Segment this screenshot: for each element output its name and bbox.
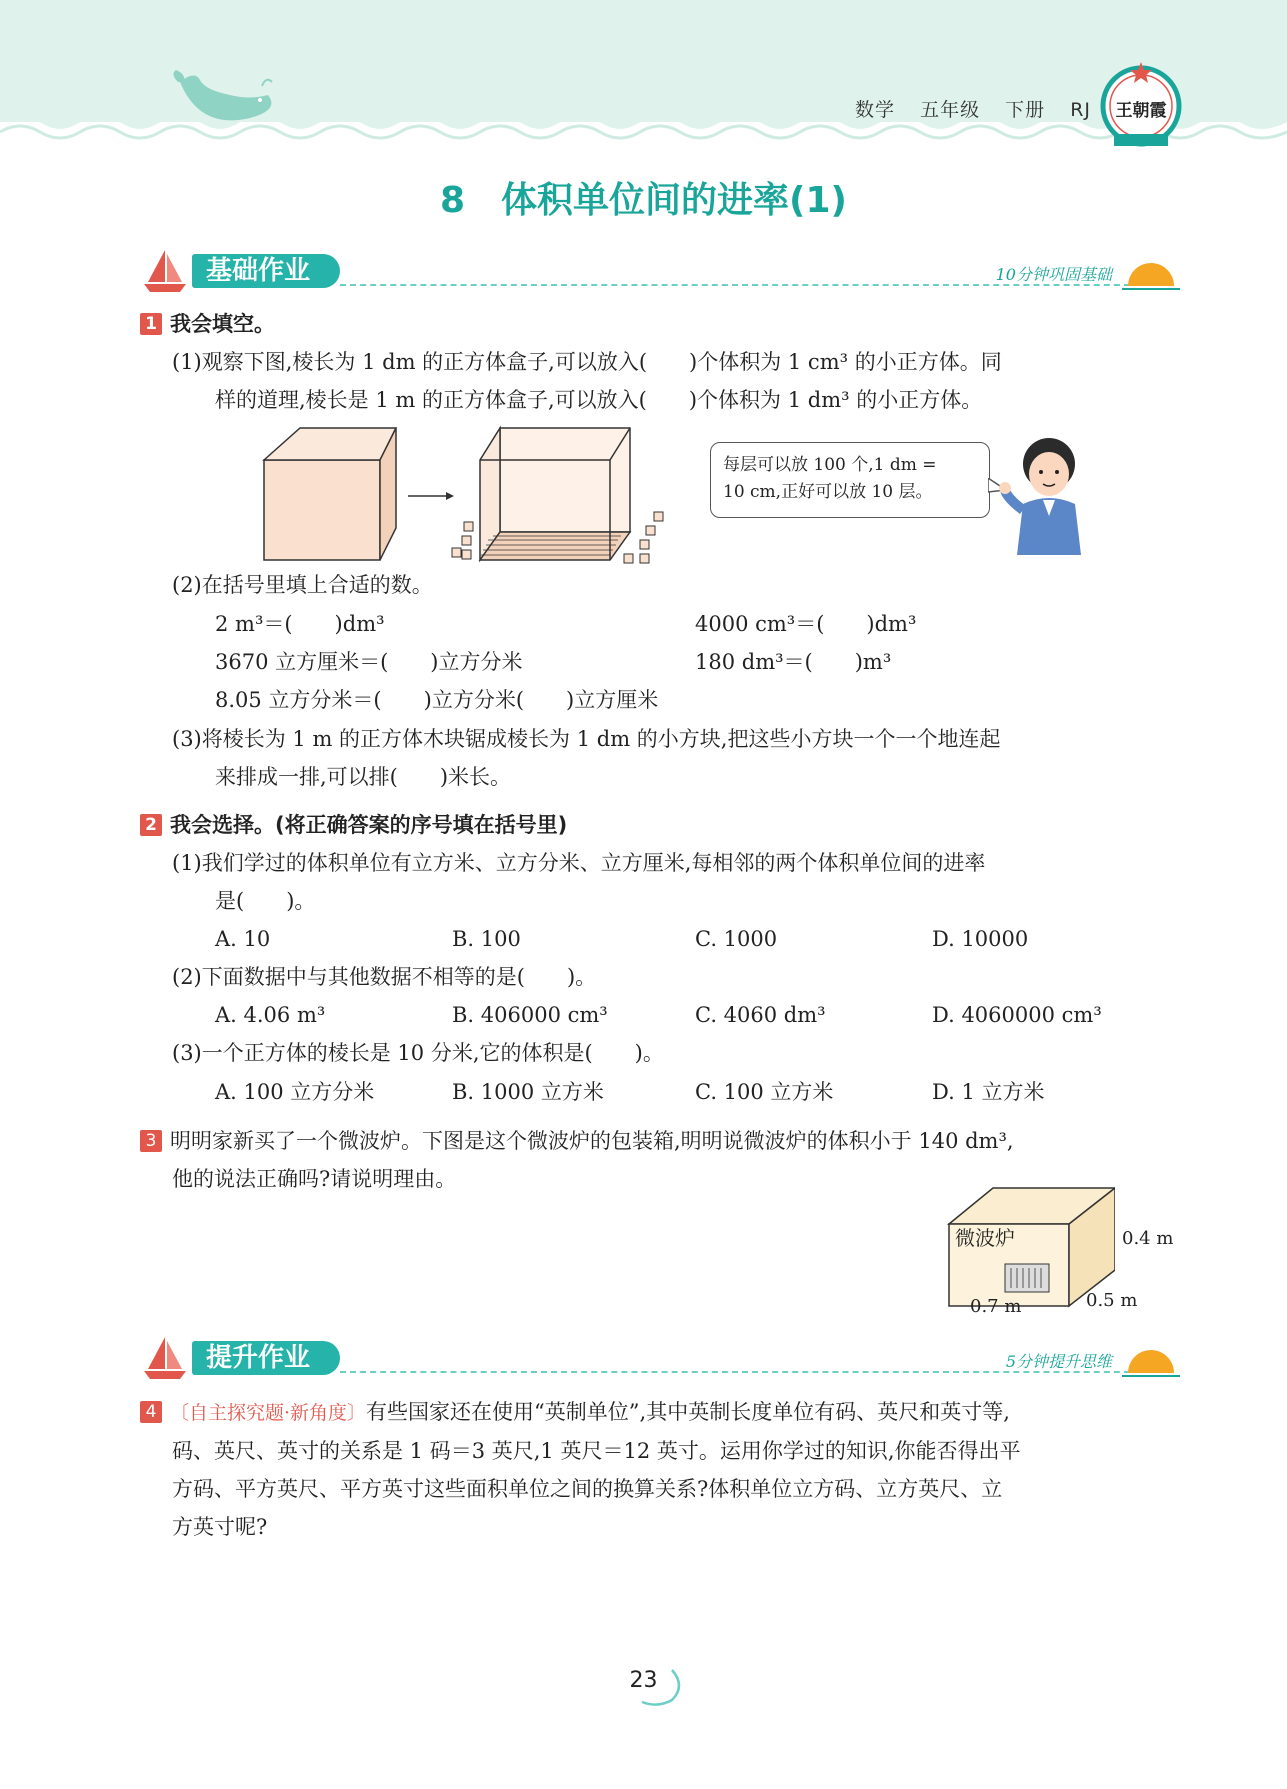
fill-item-1: 2 m³＝( )dm³ — [215, 612, 385, 636]
question-4-line2: 码、英尺、英寸的关系是 1 码＝3 英尺,1 英尺＝12 英寸。运用你学过的知识,你能否得出平 — [172, 1439, 1021, 1463]
question-3-line1 — [140, 1122, 1014, 1160]
question-2-heading — [140, 806, 567, 844]
box-label: 微波炉 — [955, 1226, 1015, 1250]
q2-sub1-line2: 是( )。 — [215, 889, 316, 913]
open-cube-with-small-cubes — [452, 428, 663, 563]
q2-sub1-option-c: C. 1000 — [695, 927, 778, 951]
question-number: 3 — [140, 1130, 162, 1152]
question-1-heading — [140, 305, 275, 343]
subject-label: 数学 — [855, 99, 896, 121]
section-label-advanced: 提升作业 — [192, 1341, 340, 1375]
question-3-text-1: 明明家新买了一个微波炉。下图是这个微波炉的包装箱,明明说微波炉的体积小于 140 dm³, — [170, 1129, 1014, 1153]
header-wave-background — [0, 0, 1287, 160]
question-4-line4: 方英寸呢? — [172, 1515, 268, 1539]
section-note-advanced: 5分钟提升思维 — [1005, 1352, 1112, 1371]
question-number: 1 — [140, 313, 162, 335]
page-header — [0, 0, 1287, 160]
q2-sub2: (2)下面数据中与其他数据不相等的是( )。 — [172, 965, 597, 989]
q2-sub3-option-a: A. 100 立方分米 — [215, 1080, 375, 1104]
q1-part1-line2: 样的道理,棱长是 1 m 的正方体盒子,可以放入( )个体积为 1 dm³ 的小正方体。 — [215, 388, 983, 412]
cube-figure — [250, 420, 690, 570]
dimension-length: 0.7 m — [970, 1296, 1022, 1317]
q2-sub1-option-d: D. 10000 — [932, 927, 1029, 951]
grade-label: 五年级 — [920, 99, 981, 121]
q2-sub3: (3)一个正方体的棱长是 10 分米,它的体积是( )。 — [172, 1041, 664, 1065]
boy-illustration — [995, 430, 1095, 560]
section-basic — [140, 246, 1180, 300]
q2-sub1-line1: (1)我们学过的体积单位有立方米、立方分米、立方厘米,每相邻的两个体积单位间的进率 — [172, 851, 986, 875]
fill-item-3: 3670 立方厘米＝( )立方分米 — [215, 650, 523, 674]
header-info — [837, 95, 1091, 122]
dimension-width: 0.5 m — [1086, 1290, 1138, 1311]
q2-sub2-option-a: A. 4.06 m³ — [215, 1003, 326, 1027]
page-number: 23 — [629, 1668, 658, 1693]
q2-sub1-option-a: A. 10 — [215, 927, 271, 951]
question-number: 4 — [140, 1401, 162, 1423]
section-note-basic: 10分钟巩固基础 — [995, 265, 1112, 284]
edition-label: RJ — [1070, 99, 1091, 121]
fill-item-2: 4000 cm³＝( )dm³ — [695, 612, 917, 636]
q2-sub3-option-d: D. 1 立方米 — [932, 1080, 1045, 1104]
sun-icon — [1122, 256, 1180, 292]
question-2-title: 我会选择。(将正确答案的序号填在括号里) — [170, 813, 568, 837]
speech-line-2: 10 cm,正好可以放 10 层。 — [723, 482, 933, 502]
question-number: 2 — [140, 814, 162, 836]
question-4-line3: 方码、平方英尺、平方英寸这些面积单位之间的换算关系?体积单位立方码、立方英尺、立 — [172, 1477, 1003, 1501]
volume-label: 下册 — [1005, 99, 1046, 121]
q2-sub3-option-b: B. 1000 立方米 — [452, 1080, 604, 1104]
dimension-height: 0.4 m — [1122, 1228, 1174, 1249]
q2-sub1-option-b: B. 100 — [452, 927, 521, 951]
logo-text: 王朝霞 — [1115, 101, 1167, 121]
speech-line-1: 每层可以放 100 个,1 dm = — [723, 455, 937, 475]
page-title: 8 体积单位间的进率(1) — [439, 180, 847, 221]
arrow-icon — [408, 492, 454, 500]
question-1-title: 我会填空。 — [170, 312, 275, 336]
section-advanced — [140, 1333, 1180, 1387]
page-number-swirl — [628, 1664, 688, 1708]
sailboat-icon — [140, 1333, 190, 1383]
sun-icon — [1122, 1343, 1180, 1379]
q2-sub2-option-c: C. 4060 dm³ — [695, 1003, 826, 1027]
question-4-line1 — [140, 1393, 1010, 1432]
q2-sub2-option-d: D. 4060000 cm³ — [932, 1003, 1102, 1027]
question-4-tag: 〔自主探究题·新角度〕 — [170, 1402, 367, 1424]
question-4-text-1: 有些国家还在使用“英制单位”,其中英制长度单位有码、英尺和英寸等, — [366, 1400, 1010, 1424]
q2-sub3-option-c: C. 100 立方米 — [695, 1080, 834, 1104]
section-label-basic: 基础作业 — [192, 254, 340, 288]
speech-bubble — [710, 442, 990, 518]
fill-item-4: 180 dm³＝( )m³ — [695, 650, 892, 674]
q2-sub2-option-b: B. 406000 cm³ — [452, 1003, 608, 1027]
sailboat-icon — [140, 246, 190, 296]
q1-part1-line1: (1)观察下图,棱长为 1 dm 的正方体盒子,可以放入( )个体积为 1 cm³ 的小正方体。同 — [172, 350, 1002, 374]
fill-item-5: 8.05 立方分米＝( )立方分米( )立方厘米 — [215, 688, 659, 712]
large-cube — [264, 428, 396, 560]
q1-part3-line2: 来排成一排,可以排( )米长。 — [215, 765, 512, 789]
question-3-line2: 他的说法正确吗?请说明理由。 — [172, 1167, 457, 1191]
q1-part3-line1: (3)将棱长为 1 m 的正方体木块锯成棱长为 1 dm 的小方块,把这些小方块一个一个地连起 — [172, 727, 1001, 751]
microwave-icon — [1005, 1264, 1049, 1292]
q1-part2: (2)在括号里填上合适的数。 — [172, 573, 433, 597]
